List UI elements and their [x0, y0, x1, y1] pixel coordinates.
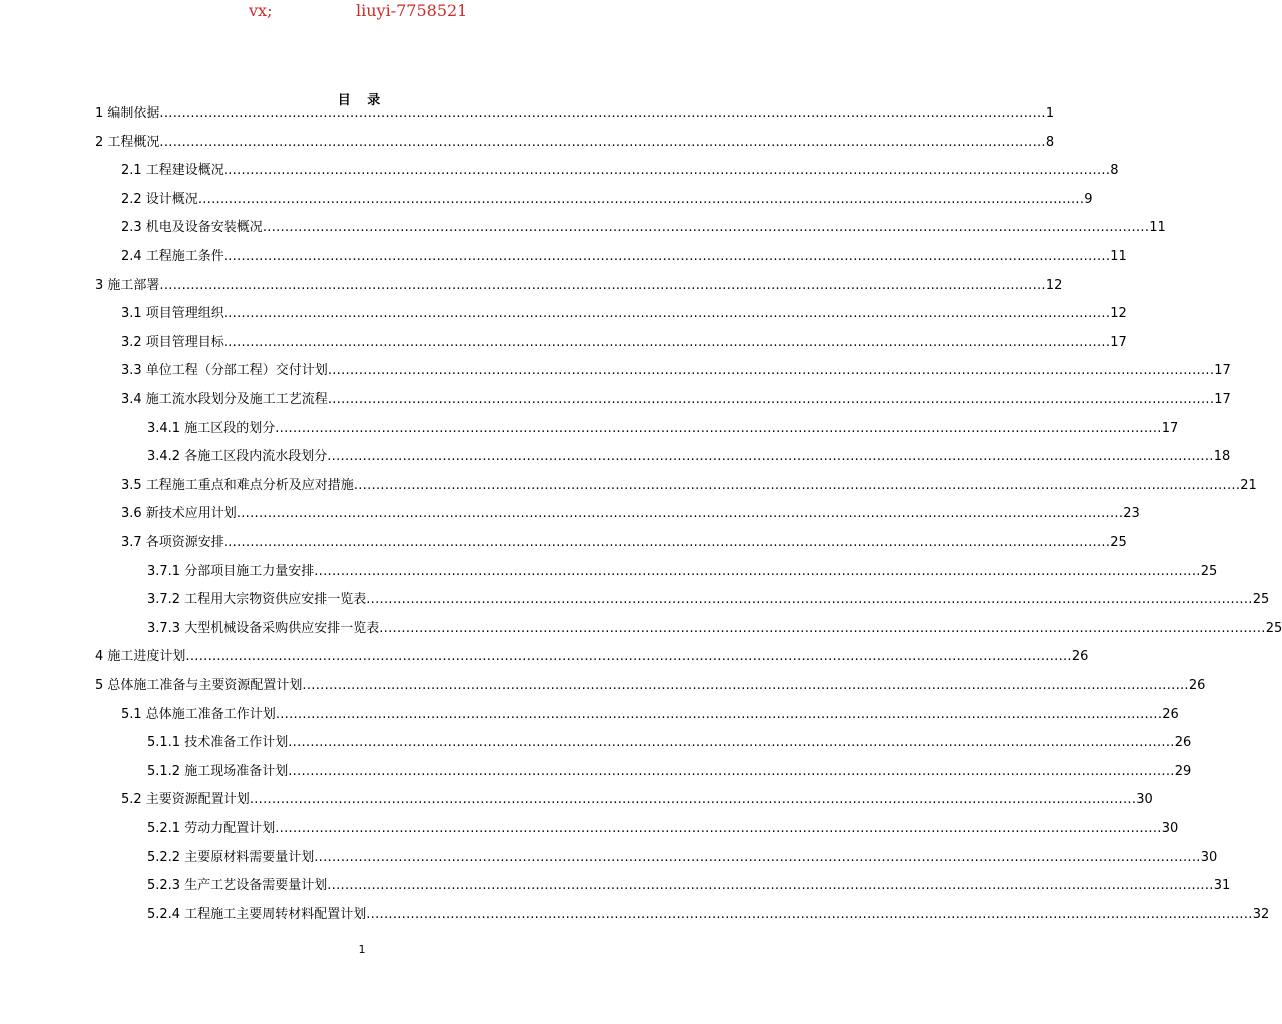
toc-entry-label: 3.2 项目管理目标 [121, 334, 224, 350]
toc-entry-page: 26 [1162, 706, 1179, 722]
toc-entry-page: 17 [1214, 392, 1231, 407]
toc-entry-page: 30 [1136, 792, 1153, 808]
toc-leader-dots: ........................................................................................................................................................................................................ [288, 735, 1175, 751]
toc-entry[interactable] [95, 276, 1063, 296]
toc-leader-dots: ........................................................................................................................................................................................................ [379, 620, 1266, 636]
toc-leader-dots: ........................................................................................................................................................................................................ [236, 506, 1124, 522]
toc-entry-page: 30 [1161, 821, 1179, 836]
page-number: 1 [358, 943, 366, 956]
toc-leader-dots: ........................................................................................................................................................................................................ [275, 706, 1163, 722]
toc-leader-dots: ........................................................................................................................................................................................................ [159, 134, 1046, 150]
toc-entry-page: 17 [1110, 334, 1127, 350]
toc-entry-page: 1 [1045, 106, 1055, 121]
toc-entry[interactable] [95, 133, 1055, 153]
toc-entry-label: 5.1 总体施工准备工作计划 [121, 706, 276, 722]
toc-entry-page: 21 [1240, 477, 1257, 493]
toc-leader-dots: ........................................................................................................................................................................................................ [223, 334, 1111, 350]
toc-leader-dots: ........................................................................................................................................................................................................ [223, 249, 1111, 264]
toc-entry[interactable] [121, 218, 1166, 238]
toc-entry-page: 29 [1174, 763, 1192, 779]
toc-entry[interactable] [147, 848, 1218, 868]
toc-entry-label: 5.1.2 施工现场准备计划 [147, 763, 289, 779]
toc-entry[interactable] [121, 504, 1140, 524]
toc-entry[interactable] [147, 819, 1179, 839]
toc-entry-label: 3.1 项目管理组织 [121, 306, 224, 322]
toc-entry-page: 31 [1213, 878, 1231, 894]
watermark-right: liuyi-7758521 [356, 1, 468, 20]
toc-entry-page: 11 [1110, 249, 1127, 264]
toc-entry[interactable] [121, 161, 1119, 181]
toc-entry-label: 5.2.3 生产工艺设备需要量计划 [147, 878, 328, 894]
toc-entry-page: 12 [1110, 306, 1127, 322]
toc-leader-dots: ........................................................................................................................................................................................................ [366, 906, 1253, 922]
toc-entry-label: 2.1 工程建设概况 [121, 163, 224, 179]
toc-entry-label: 5.2.2 主要原材料需要量计划 [147, 849, 315, 865]
toc-leader-dots: ........................................................................................................................................................................................................ [366, 592, 1253, 608]
toc-leader-dots: ........................................................................................................................................................................................................ [249, 792, 1137, 808]
toc-entry-page: 26 [1071, 649, 1089, 665]
toc-entry-page: 11 [1149, 220, 1166, 236]
toc-entry-page: 17 [1214, 363, 1231, 379]
toc-entry-label: 3.6 新技术应用计划 [121, 506, 237, 522]
toc-entry-label: 5 总体施工准备与主要资源配置计划 [95, 678, 303, 693]
toc-entry-page: 8 [1045, 134, 1055, 150]
watermark-left: vx; [249, 1, 273, 20]
toc-leader-dots: ........................................................................................................................................................................................................ [327, 392, 1215, 407]
toc-entry[interactable] [147, 619, 1282, 639]
toc-leader-dots: ........................................................................................................................................................................................................ [327, 363, 1215, 379]
toc-entry-label: 3.5 工程施工重点和难点分析及应对措施 [121, 477, 354, 493]
toc-entry[interactable] [121, 476, 1257, 496]
toc-entry-label: 3.4 施工流水段划分及施工工艺流程 [121, 392, 328, 407]
toc-entry[interactable] [121, 533, 1127, 553]
toc-entry[interactable] [95, 676, 1206, 696]
toc-entry[interactable] [121, 247, 1127, 267]
toc-entry-page: 25 [1110, 535, 1127, 550]
toc-entry[interactable] [121, 705, 1179, 725]
toc-entry-label: 3.4.1 施工区段的划分 [147, 420, 276, 436]
toc-leader-dots: ........................................................................................................................................................................................................ [327, 878, 1214, 894]
toc-entry[interactable] [121, 333, 1127, 353]
toc-entry-label: 2.2 设计概况 [121, 191, 198, 207]
toc-leader-dots: ........................................................................................................................................................................................................ [275, 821, 1162, 836]
toc-leader-dots: ........................................................................................................................................................................................................ [159, 277, 1046, 293]
toc-leader-dots: ........................................................................................................................................................................................................ [197, 191, 1085, 207]
toc-entry-label: 2.3 机电及设备安装概况 [121, 220, 263, 236]
toc-leader-dots: ........................................................................................................................................................................................................ [185, 649, 1072, 665]
toc-entry[interactable] [147, 590, 1270, 610]
toc-entry[interactable] [121, 790, 1153, 810]
toc-entry-page: 26 [1188, 678, 1206, 693]
toc-entry[interactable] [147, 447, 1231, 467]
toc-entry[interactable] [147, 562, 1218, 582]
toc-entry-label: 5.2 主要资源配置计划 [121, 792, 250, 808]
toc-entry-label: 4 施工进度计划 [95, 649, 186, 665]
toc-entry-page: 25 [1200, 563, 1218, 579]
toc-entry-page: 32 [1252, 906, 1270, 922]
toc-entry-label: 5.1.1 技术准备工作计划 [147, 735, 289, 751]
toc-entry-label: 3.7.1 分部项目施工力量安排 [147, 563, 315, 579]
toc-entry-label: 5.2.4 工程施工主要周转材料配置计划 [147, 906, 367, 922]
toc-entry[interactable] [95, 647, 1089, 667]
toc-entry-page: 18 [1213, 449, 1231, 465]
toc-entry-label: 3.7.2 工程用大宗物资供应安排一览表 [147, 592, 367, 608]
toc-entry-label: 2 工程概况 [95, 134, 160, 150]
toc-entry-label: 3.4.2 各施工区段内流水段划分 [147, 449, 328, 465]
toc-leader-dots: ........................................................................................................................................................................................................ [223, 163, 1111, 179]
toc-leader-dots: ........................................................................................................................................................................................................ [262, 220, 1150, 236]
toc-leader-dots: ........................................................................................................................................................................................................ [275, 420, 1162, 436]
toc-entry-page: 8 [1110, 163, 1119, 179]
toc-entry[interactable] [147, 905, 1270, 925]
toc-leader-dots: ........................................................................................................................................................................................................ [159, 106, 1046, 121]
toc-entry-label: 3.3 单位工程（分部工程）交付计划 [121, 363, 328, 379]
toc-entry[interactable] [147, 762, 1192, 782]
toc-entry-label: 3.7 各项资源安排 [121, 535, 224, 550]
toc-entry-page: 25 [1265, 620, 1282, 636]
toc-entry-label: 3.7.3 大型机械设备采购供应安排一览表 [147, 620, 380, 636]
toc-leader-dots: ........................................................................................................................................................................................................ [314, 849, 1201, 865]
toc-entry-page: 25 [1252, 592, 1270, 608]
toc-entry-page: 26 [1174, 735, 1192, 751]
toc-leader-dots: ........................................................................................................................................................................................................ [314, 563, 1201, 579]
toc-leader-dots: ........................................................................................................................................................................................................ [327, 449, 1214, 465]
toc-entry[interactable] [121, 190, 1093, 210]
toc-entry[interactable] [121, 390, 1231, 410]
toc-entry[interactable] [121, 361, 1231, 381]
toc-title: 目 录 [337, 93, 387, 108]
toc-entry[interactable] [147, 419, 1179, 439]
toc-entry[interactable] [147, 733, 1192, 753]
toc-leader-dots: ........................................................................................................................................................................................................ [302, 678, 1189, 693]
toc-entry-page: 12 [1045, 277, 1063, 293]
toc-entry-label: 2.4 工程施工条件 [121, 249, 224, 264]
toc-entry[interactable] [95, 104, 1055, 124]
toc-entry-page: 9 [1084, 191, 1093, 207]
toc-leader-dots: ........................................................................................................................................................................................................ [223, 306, 1111, 322]
toc-entry-label: 5.2.1 劳动力配置计划 [147, 821, 276, 836]
toc-entry-label: 1 编制依据 [95, 106, 160, 121]
toc-entry[interactable] [121, 304, 1127, 324]
toc-leader-dots: ........................................................................................................................................................................................................ [223, 535, 1111, 550]
toc-entry-page: 23 [1123, 506, 1140, 522]
toc-leader-dots: ........................................................................................................................................................................................................ [353, 477, 1241, 493]
toc-entry-page: 30 [1200, 849, 1218, 865]
watermark [0, 0, 724, 57]
toc-entry-label: 3 施工部署 [95, 277, 160, 293]
toc-leader-dots: ........................................................................................................................................................................................................ [288, 763, 1175, 779]
toc-entry-page: 17 [1161, 420, 1179, 436]
toc-entry[interactable] [147, 876, 1231, 896]
